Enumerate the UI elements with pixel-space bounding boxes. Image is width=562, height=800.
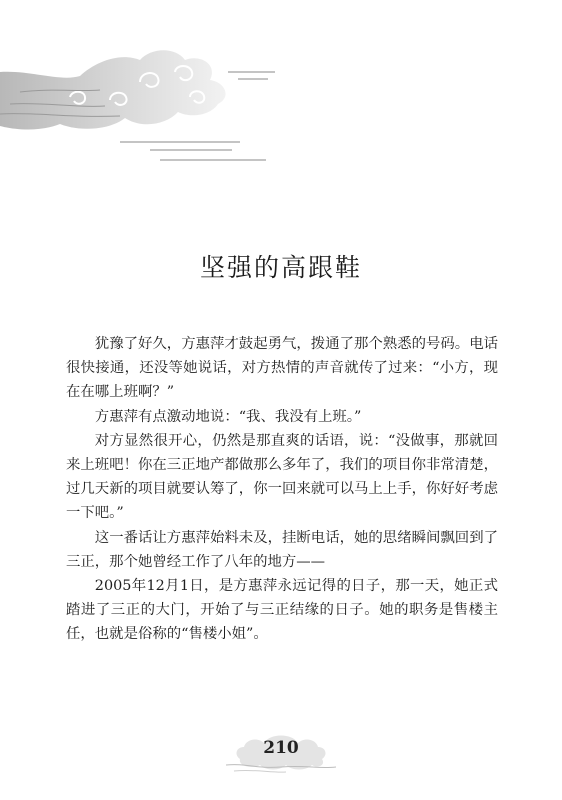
paragraph: 对方显然很开心，仍然是那直爽的话语，说：“没做事，那就回来上班吧！你在三正地产都做那么多年了，我们的项目你非常清楚，过几天新的项目就要认筹了，你一回来就可以马上上手，你好好考虑一下吧。” xyxy=(66,432,498,522)
paragraph: 方惠萍有点激动地说：“我、我没有上班。” xyxy=(94,408,362,425)
paragraph: 2005年12月1日，是方惠萍永远记得的日子，那一天，她正式踏进了三正的大门，开始了与三正结缘的日子。她的职务是售楼主任，也就是俗称的“售楼小姐”。 xyxy=(66,578,498,643)
cloud-ornament-icon xyxy=(0,42,280,172)
page-number: 210 xyxy=(263,738,299,758)
paragraph: 犹豫了好久，方惠萍才鼓起勇气，拨通了那个熟悉的号码。电话很快接通，还没等她说话，对方热情的声音就传了过来：“小方，现在在哪上班啊？” xyxy=(66,336,498,401)
body-text xyxy=(66,332,498,647)
paragraph: 这一番话让方惠萍始料未及，挂断电话，她的思绪瞬间飘回到了三正，那个她曾经工作了八年的地方—— xyxy=(66,529,498,570)
page-title: 坚强的高跟鞋 xyxy=(199,253,362,282)
page-number-badge xyxy=(226,725,336,775)
